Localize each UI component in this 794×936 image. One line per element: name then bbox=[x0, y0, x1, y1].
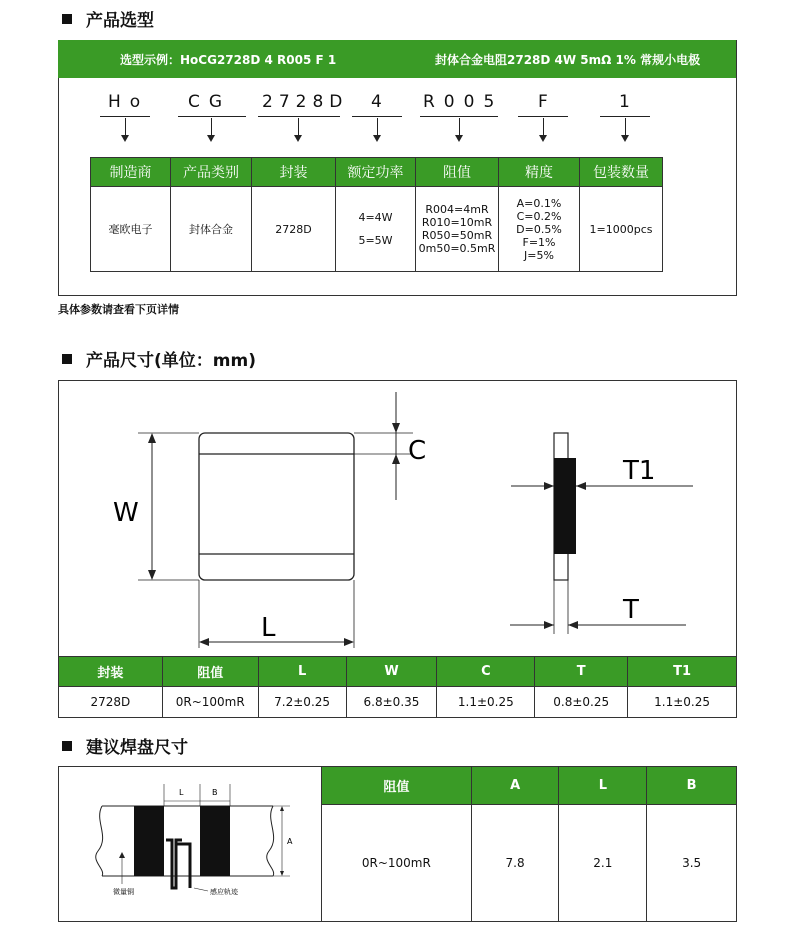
header-tolerance: 精度 bbox=[499, 158, 580, 187]
label-t: T bbox=[623, 595, 639, 625]
dim-cell-c: 1.1±0.25 bbox=[437, 687, 535, 718]
code-part-package: 2728D bbox=[262, 92, 349, 112]
dim-cell-l: 7.2±0.25 bbox=[258, 687, 346, 718]
label-t1: T1 bbox=[623, 456, 656, 486]
pad-cell-b: 3.5 bbox=[647, 805, 737, 922]
pad-cell-l: 2.1 bbox=[559, 805, 647, 922]
bullet-square-icon bbox=[62, 14, 72, 24]
cell-manufacturer: 毫欧电子 bbox=[91, 187, 171, 272]
selection-description: 封体合金电阻2728D 4W 5mΩ 1% 常规小电极 bbox=[435, 52, 701, 67]
code-part-category: CG bbox=[188, 92, 232, 112]
pad-table bbox=[321, 766, 737, 922]
down-arrow-icon bbox=[625, 118, 626, 140]
dim-header-package: 封装 bbox=[59, 657, 163, 687]
solder-pad-left bbox=[134, 806, 164, 876]
label-c: C bbox=[408, 436, 427, 466]
details-note: 具体参数请查看下页详情 bbox=[58, 303, 179, 316]
pad-label-copper: 微量铜 bbox=[113, 888, 134, 896]
pad-label-l: L bbox=[179, 788, 184, 797]
down-arrow-icon bbox=[377, 118, 378, 140]
code-part-tolerance: F bbox=[538, 92, 557, 112]
dim-header-c: C bbox=[437, 657, 535, 687]
resistor-element-side-view bbox=[554, 458, 576, 554]
dim-header-t1: T1 bbox=[628, 657, 737, 687]
pad-label-a: A bbox=[287, 837, 293, 846]
pad-cell-resistance: 0R~100mR bbox=[322, 805, 472, 922]
header-package: 封装 bbox=[252, 158, 336, 187]
dim-cell-resistance: 0R~100mR bbox=[162, 687, 258, 718]
down-arrow-icon bbox=[459, 118, 460, 140]
solder-pad-right bbox=[200, 806, 230, 876]
pad-header-b: B bbox=[647, 767, 737, 805]
section-title-selection: 产品选型 bbox=[62, 6, 154, 31]
bullet-square-icon bbox=[62, 741, 72, 751]
code-underline bbox=[100, 116, 150, 117]
section-title-dimensions: 产品尺寸(单位：mm) bbox=[62, 346, 256, 371]
label-l: L bbox=[261, 613, 276, 643]
code-part-packing: 1 bbox=[619, 92, 639, 112]
dim-cell-w: 6.8±0.35 bbox=[346, 687, 437, 718]
dimension-drawing bbox=[58, 380, 737, 657]
dim-cell-t1: 1.1±0.25 bbox=[628, 687, 737, 718]
down-arrow-icon bbox=[543, 118, 544, 140]
dim-header-w: W bbox=[346, 657, 437, 687]
cell-package: 2728D bbox=[252, 187, 336, 272]
pad-cell-a: 7.8 bbox=[471, 805, 559, 922]
sense-trace bbox=[166, 840, 182, 888]
resistor-body-top-view bbox=[199, 433, 354, 580]
header-power: 额定功率 bbox=[336, 158, 416, 187]
code-underline bbox=[420, 116, 498, 117]
code-underline bbox=[600, 116, 650, 117]
header-category: 产品类别 bbox=[171, 158, 252, 187]
dim-cell-package: 2728D bbox=[59, 687, 163, 718]
dim-header-t: T bbox=[535, 657, 628, 687]
down-arrow-icon bbox=[125, 118, 126, 140]
cell-packing: 1=1000pcs bbox=[580, 187, 663, 272]
cell-category: 封体合金 bbox=[171, 187, 252, 272]
code-part-manufacturer: Ho bbox=[108, 92, 150, 112]
code-underline bbox=[352, 116, 402, 117]
dimension-table bbox=[58, 656, 737, 718]
pad-header-resistance: 阻值 bbox=[322, 767, 472, 805]
down-arrow-icon bbox=[298, 118, 299, 140]
code-underline bbox=[178, 116, 246, 117]
pad-header-a: A bbox=[471, 767, 559, 805]
code-underline bbox=[258, 116, 340, 117]
label-w: W bbox=[113, 498, 139, 528]
selection-example: 选型示例：HoCG2728D 4 R005 F 1 bbox=[120, 52, 337, 67]
cell-resistance: R004=4mR R010=10mR R050=50mR 0m50=0.5mR bbox=[416, 187, 499, 272]
cell-power: 4=4W 5=5W bbox=[336, 187, 416, 272]
pad-drawing bbox=[58, 766, 322, 922]
code-underline bbox=[518, 116, 568, 117]
selection-table bbox=[90, 157, 663, 272]
dim-cell-t: 0.8±0.25 bbox=[535, 687, 628, 718]
header-resistance: 阻值 bbox=[416, 158, 499, 187]
header-packing: 包装数量 bbox=[580, 158, 663, 187]
cell-tolerance: A=0.1% C=0.2% D=0.5% F=1% J=5% bbox=[499, 187, 580, 272]
down-arrow-icon bbox=[211, 118, 212, 140]
dim-header-l: L bbox=[258, 657, 346, 687]
pad-label-b: B bbox=[212, 788, 218, 797]
section-title-pad: 建议焊盘尺寸 bbox=[62, 733, 188, 758]
bullet-square-icon bbox=[62, 354, 72, 364]
pad-label-trace: 感应轨迹 bbox=[210, 888, 238, 896]
code-part-power: 4 bbox=[371, 92, 391, 112]
code-part-resistance: R005 bbox=[423, 92, 504, 112]
selection-bar bbox=[58, 40, 736, 78]
header-manufacturer: 制造商 bbox=[91, 158, 171, 187]
dim-header-resistance: 阻值 bbox=[162, 657, 258, 687]
pad-header-l: L bbox=[559, 767, 647, 805]
